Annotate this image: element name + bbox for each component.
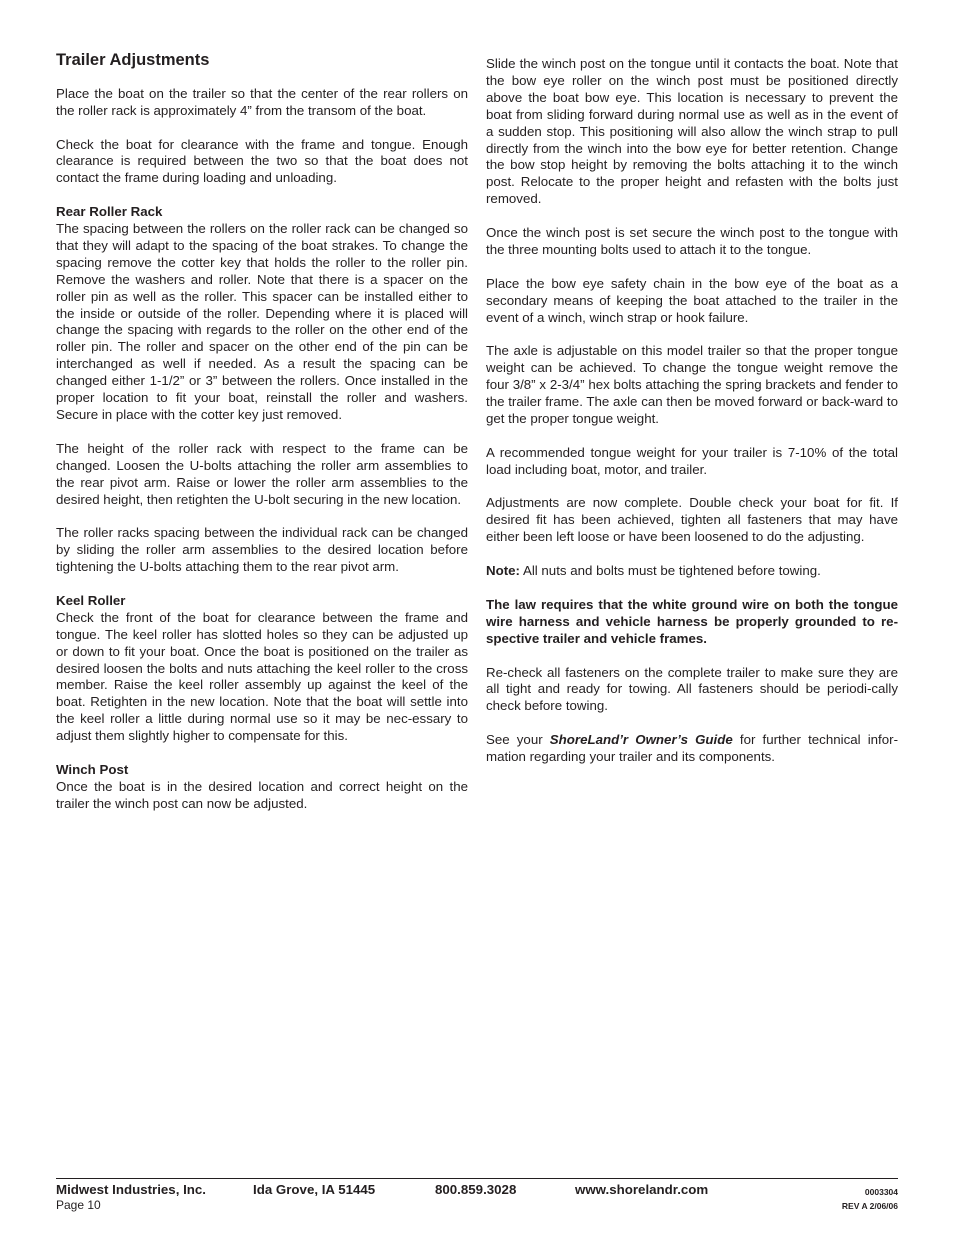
owners-guide-title: ShoreLand’r Owner’s Guide: [549, 732, 733, 748]
keel-roller-heading: Keel Roller: [56, 592, 126, 608]
footer-doc-number: 0003304: [864, 1187, 898, 1197]
winch-post-heading: Winch Post: [56, 761, 129, 777]
footer-company: Midwest Industries, Inc.: [56, 1182, 206, 1197]
intro-paragraph-2: Check the boat for clearance with the frame and tongue. Enough clearance is required between the two so that the boat does not contact the frame during loading and unloading.: [56, 136, 468, 186]
rear-roller-rack-section: [56, 204, 468, 424]
footer-location: Ida Grove, IA 51445: [253, 1182, 376, 1197]
note-label: Note:: [486, 563, 520, 579]
right-column: [486, 56, 898, 783]
keel-roller-paragraph-1: Check the front of the boat for clearance between the frame and tongue. The keel roller has slotted holes so they can be adjusted up or down to fit your boat. Once the boat is positioned on the trailer as desired loosen the bolts and nuts attaching the keel roller to the cross member. Raise the keel roller assembly up against the keel of the boat. Retighten in the new location. Note that the boat will settle into the keel roller a little during normal use so it may be nec-essary to adjust them slightly higher to compensate for this.: [56, 609, 468, 744]
winch-post-section: [56, 762, 468, 813]
footer-phone: 800.859.3028: [435, 1182, 517, 1197]
rear-roller-rack-paragraph-1: The spacing between the rollers on the roller rack can be changed so that they will adapt to the spacing of the boat strakes. To change the spacing remove the cotter key that holds the roller to the roller pin. Remove the washers and roller. Note that there is a spacer on the roller pin as well as the roller. This spacer can be installed either to the inside or outside of the roller. Depending where it is placed will change the spacing with regards to the roller on the other end of the roller pin. The roller and spacer on the other end of the pin can be interchanged as well if needed. As a result the spacing can be changed either 1-1/2” or 3” between the rollers. Once installed in the proper location to fit your boat, reinstall the roller and washers. Secure in place with the cotter key just removed.: [56, 221, 468, 422]
rear-roller-rack-paragraph-3: The roller racks spacing between the individual rack can be changed by sliding the roller arm assemblies to the desired location before tightening the U-bolts attaching them to the rear pivot arm.: [56, 525, 468, 575]
footer-website: www.shorelandr.com: [575, 1182, 709, 1197]
ground-wire-warning: The law requires that the white ground wire on both the tongue wire harness and vehicle harness be properly grounded to re-spective trailer and vehicle frames.: [486, 596, 898, 646]
winch-post-positioning-paragraph: Slide the winch post on the tongue until it contacts the boat. Note that the bow eye roller on the winch post must be positioned directly above the boat bow eye. This location is necessary to prevent the boat from sliding forward during normal use as well as in the event of a sudden stop. This positioning will also allow the winch strap to pull directly from the winch into the bow eye for better retention. Change the bow stop height by removing the bolts attaching it to the winch post. Relocate to the proper height and refasten with the bolts just removed.: [486, 56, 898, 207]
tongue-weight-paragraph: A recommended tongue weight for your trailer is 7-10% of the total load including boat, motor, and trailer.: [486, 444, 898, 477]
recheck-fasteners-paragraph: Re-check all fasteners on the complete trailer to make sure they are all tight and ready for towing. All fasteners should be periodi-cally check before towing.: [486, 664, 898, 714]
winch-post-secure-paragraph: Once the winch post is set secure the winch post to the tongue with the three mounting bolts used to attach it to the tongue.: [486, 225, 898, 257]
section-title: Trailer Adjustments: [56, 51, 210, 69]
note-paragraph: [486, 563, 898, 580]
axle-adjustment-paragraph: The axle is adjustable on this model trailer so that the proper tongue weight can be achieved. To change the tongue weight remove the four 3/8” x 2-3/4” hex bolts attaching the spring brackets and fender to the trailer frame. The axle can then be moved forward or back-ward to get the proper tongue weight.: [486, 343, 898, 426]
footer-divider: [56, 1178, 898, 1179]
intro-paragraph-1: Place the boat on the trailer so that the center of the rear rollers on the roller rack is approximately 4” from the transom of the boat.: [56, 85, 468, 118]
left-column: [56, 52, 468, 830]
safety-chain-paragraph: Place the bow eye safety chain in the bow eye of the boat as a secondary means of keeping the boat attached to the trailer in the event of a winch, winch strap or hook failure.: [486, 275, 898, 325]
adjustments-complete-paragraph: Adjustments are now complete. Double check your boat for fit. If desired fit has been achieved, tighten all fasteners that may have either been left loose or have been loosened to do the adjusting.: [486, 495, 898, 545]
rear-roller-rack-heading: Rear Roller Rack: [56, 204, 163, 220]
owners-guide-suffix: for further technical infor-mation regarding your trailer and its components.: [486, 732, 898, 765]
owners-guide-paragraph: [486, 732, 898, 766]
winch-post-paragraph-1: Once the boat is in the desired location and correct height on the trailer the winch post can now be adjusted.: [56, 778, 468, 811]
footer-page-number: Page 10: [56, 1198, 101, 1212]
footer-revision: REV A 2/06/06: [841, 1201, 898, 1211]
rear-roller-rack-paragraph-2: The height of the roller rack with respect to the frame can be changed. Loosen the U-bolts attaching the roller arm assemblies to the rear pivot arm. Raise or lower the roller arm assemblies to the desired height, then retighten the U-bolt securing in the new location.: [56, 440, 468, 507]
note-text: All nuts and bolts must be tightened before towing.: [519, 563, 821, 579]
owners-guide-prefix: See your: [486, 732, 550, 748]
keel-roller-section: [56, 593, 468, 745]
